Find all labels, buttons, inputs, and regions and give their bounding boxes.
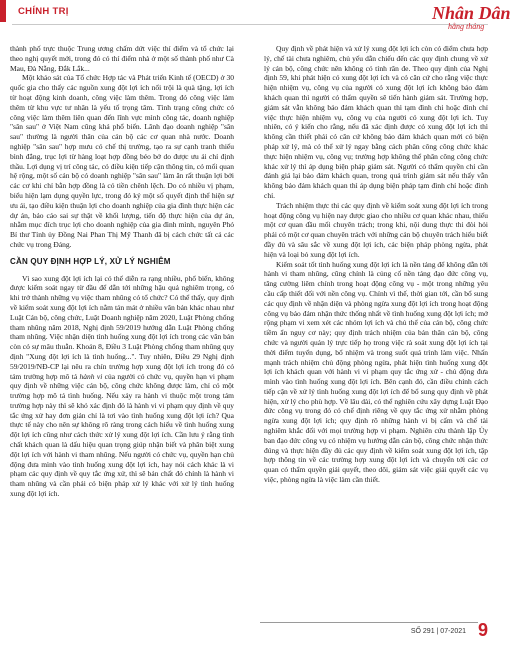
section-heading: CẦN QUY ĐỊNH HỢP LÝ, XỬ LÝ NGHIÊM	[10, 256, 171, 266]
page-footer	[0, 616, 500, 646]
logo-title: Nhân Dân	[432, 3, 511, 23]
article-column-left	[10, 44, 234, 499]
section-marker	[0, 0, 6, 22]
section-title: CHÍNH TRỊ	[18, 6, 69, 17]
paragraph	[10, 274, 234, 499]
italic-term: hành vi	[79, 371, 103, 381]
publication-logo	[432, 3, 511, 34]
paragraph-text: của người có chức vụ, quyền hạn vi phạm quy định về những việc cán bộ, công chức không được làm, chỉ có một trường hợp mô tả tình huống. Nếu xảy ra hành vi thuộc một trong tám trường hợp này thì sẽ khó xác định đó là hành vi vi phạm quy định về quy tắc ứng xử hay đơn giản chỉ là tơi vào tình huống xung đột lợi ích? Qua thực tế này cho nên sự không rõ ràng trong cách hiểu về tình huống xung đột lợi ích cũng như cách thức xử lý xung đột lợi ích. Cần lưu ý rằng tình chất khách quan là dấu hiệu quan trọng giúp nhận biết và phân biệt xung đột lợi ích với hành vi tham nhũng. Nếu người có chức vụ, quyền hạn chủ động đưa mình vào tình huống xung đột lợi ích, hay nói cách khác là vi phạm các quy định về quy tắc ứng xử, thì sẽ bản chất đó chính là hành vi tham nhũng và cần phải có biện pháp xử lý khác với xử lý tình huống xung đột lợi ích.	[10, 371, 235, 499]
paragraph: Quy định về phát hiện và xử lý xung đột lợi ích còn có điểm chưa hợp lý, chế tài chưa nghiêm, chủ yếu dẫn chiếu đến các quy định chung về xử lý cán bộ, công chức nên không có tính răn đe. Theo quy định của Nghị định 59, khi phát hiện có xung đột lợi ích và có căn cứ cho rằng việc thực hiện nhiệm vụ, công vụ của người có xung đột lợi ích không bảo đảm khách quan thì người có thẩm quyền sẽ tiến hành giám sát. Trường hợp, giám sát vẫn không bảo đảm khách quan thì tạm đình chỉ hoặc đình chỉ việc thực hiện nhiệm vụ, công vụ của người có xung đột lợi ích. Tuy nhiên, có ý kiến cho rằng, nếu đã xác định được có xung đột lợi ích thì không cần thiết phải có cân cứ không bảo đảm khách quan mới có biện pháp xử lý, mà có thể xử lý ngay bằng cách phân công công chức khác thực hiện nhiệm vụ, công vụ; trường hợp không thể phân công công chức khác xử lý thì áp dụng biện pháp giám sát. Người có thẩm quyền chỉ cần đánh giá lại bảo đảm khách quan, trong quá trình giám sát nếu thấy vẫn không bảo đảm khách quan thì áp dụng biện pháp tạm đình chỉ hoặc đình chỉ.	[264, 44, 488, 200]
logo-subtitle: hằng tháng	[448, 22, 485, 31]
footer-divider	[260, 622, 478, 623]
paragraph: Một khảo sát của Tổ chức Hợp tác và Phát triển Kinh tế (OECD) ở 30 quốc gia cho thấy các nguồn xung đột lợi ích nổi trội là quà tặng, lợi ích từ hoạt động kinh doanh, công việc làm thêm. Trong đó công việc làm thêm từ khu vực tư nhân là yếu tố trọng tâm. Tình trạng công chức có công việc làm thêm liên quan đến lĩnh vực mình công tác, doanh nghiệp "sân sau" ở Việt Nam cũng khá phổ biến. Lãnh đạo doanh nghiệp "sân sau" thường là người thân của cán bộ các cơ quan nhà nước. Doanh nghiệp "sân sau" hợp mưu có chế thị trường, tạo ra sự cạnh tranh thiếu bình đẳng, trục lợi từ hàng loạt hợp đồng béo bở do được ưu ái chỉ định thầu. Lợi dụng vị trí công tác, có điều kiện tiếp cận thông tin, có mối quan hệ rộng, một số cán bộ có doanh nghiệp "sân sau" làm ăn rất thuận lợi bởi các cơ khi chỉ bằn hợp đồng là có tiền chênh lệch. Do có nhiều vị phạm, biểu hiện lạm dụng quyền lực, trong đó ký một số quyết định thể hiện sự ưu ái, tạo điều kiện thuận lợi cho doanh nghiệp của gia đình thực hiện các dự án, bảo cáo sai sự thật về khối lượng, tiến độ thực hiện của dự án, nhằm mục đích trục lợi cho doanh nghiệp của gia đình mình, nguyên Phó Bí thư Tỉnh ủy Đồng Nai Phan Thị Mỹ Thanh đã bị cách chức tất cả các chức vụ trong Đảng.	[10, 73, 234, 249]
page-number: 9	[477, 620, 488, 640]
paragraph: thành phố trực thuộc Trung ương chấm dứt việc thí điểm và tổ chức lại theo nghị quyết mới, trong đó có thí điểm nhà ở một số thành phố như Cà Mau, Đà Nẵng, Đắk Lắk...	[10, 44, 234, 73]
header-divider	[12, 24, 488, 25]
issue-info: SỐ 291 | 07-2021	[410, 628, 466, 635]
paragraph-text: Vì sao xung đột lợi ích lại có thể diễn ra rạng nhiều, phổ biến, không được kiểm soát ngay từ đầu để dẫn tới những hậu quả nghiêm trọng, có khi trở thành những vụ việc tham nhũng có tổ chức? Có thể thấy, quy định về kiểm soát xung đột lợi ích nằm tản mát ở nhiều văn bản khác nhau như Luật Cán bộ, công chức, Luật Doanh nghiệp năm 2020, Luật Phòng chống tham nhũng năm 2018, Nghị định 59/2019 hướng dẫn Luật Phòng chống tham nhũng. Việc nhận diện tình huống xung đột lợi ích trong các văn bản còn có sự mâu thuẫn. Khoản 8, Điều 3 Luật Phòng chống tham nhũng quy định "Xung đột lợi ích là tình huống...". Tuy nhiên, Điều 29 Nghị định 59/2019/NĐ-CP lại nêu ra chín trường hợp xung đột lợi ích trong đó có tám trường hợp mô tả	[10, 273, 234, 381]
paragraph: Kiểm soát tốt tình huống xung đột lợi ích là nền tảng để không dẫn tới hành vi tham nhũng, cũng chính là củng cố nền tảng đạo đức công vụ, tăng cường liêm chính trong hoạt động công vụ - một trong những yêu cầu cấp thiết đối với nền công vụ. Chính vì thế, thời gian tới, cần bổ sung các quy định về nhận diện và phòng ngừa xung đột lợi ích trong hoạt động công vụ bảo đảm nhận thức thống nhất về tình huống xung đột lợi ích; mở rộng phạm vi xem xét các nhóm lợi ích và chủ thể của cán bộ, công chức tiềm ẩn nguy cơ này; quy định trách nhiệm của bản thân cán bộ, công chức và người quản lý trực tiếp họ trong việc rà soát xung đột lợi ích tại thời điểm tuyển dụng, bổ nhiệm và trong suốt quá trình làm việc. Nhấn mạnh trách nhiệm chủ động phòng ngừa, phát hiện tình huống xung đột lợi ích khách quan với hành vi vi phạm quy tắc ứng xử - chủ động đưa mình vào tình huống xung đột lợi ích. Bên cạnh đó, cần điều chỉnh cách tiếp cận về xử lý tình huống xung đột lợi ích để bổ sung quy định về phát hiện, xử lý cho phù hợp. Về lâu dài, có thể nghiên cứu xây dựng Luật Đạo đức công vụ trong đó có chế định riêng về quy tắc ứng xử nhằm phòng ngừa xung đột lợi ích; quy định rõ những hành vi bị cấm và chế tài nghiêm khắc đối với mọi trường hợp vi phạm. Nghiên cứu thành lập Ủy ban đạo đức công vụ có nhiệm vụ hướng dẫn cán bộ, công chức nhận thức đúng và thực hiện đầy đủ các quy định về kiểm soát xung đột lợi ích, tập hợp thông tin về các trường hợp xung đột lợi ích và chuyển tới các cơ quan có thẩm quyền giải quyết, theo dõi, giám sát việc giải quyết các vụ việc, phòng ngừa là việc làm cần thiết.	[264, 259, 488, 485]
paragraph: Trách nhiệm thực thi các quy định về kiểm soát xung đột lợi ích trong hoạt động công vụ hiện nay được giao cho nhiều cơ quan khác nhau, thiếu một cơ quan đầu mối chuyên trách; trong khi, nội dung thực thi đòi hỏi phải có một cơ quan chuyên trách với những cán bộ chuyên trách hiểu biết đầy đủ và sâu sắc về xung đột lợi ích, các biện pháp phòng ngừa, phát hiện và loại bỏ xung đột lợi ích.	[264, 200, 489, 259]
article-column-right	[264, 44, 488, 485]
page-header	[0, 0, 511, 31]
